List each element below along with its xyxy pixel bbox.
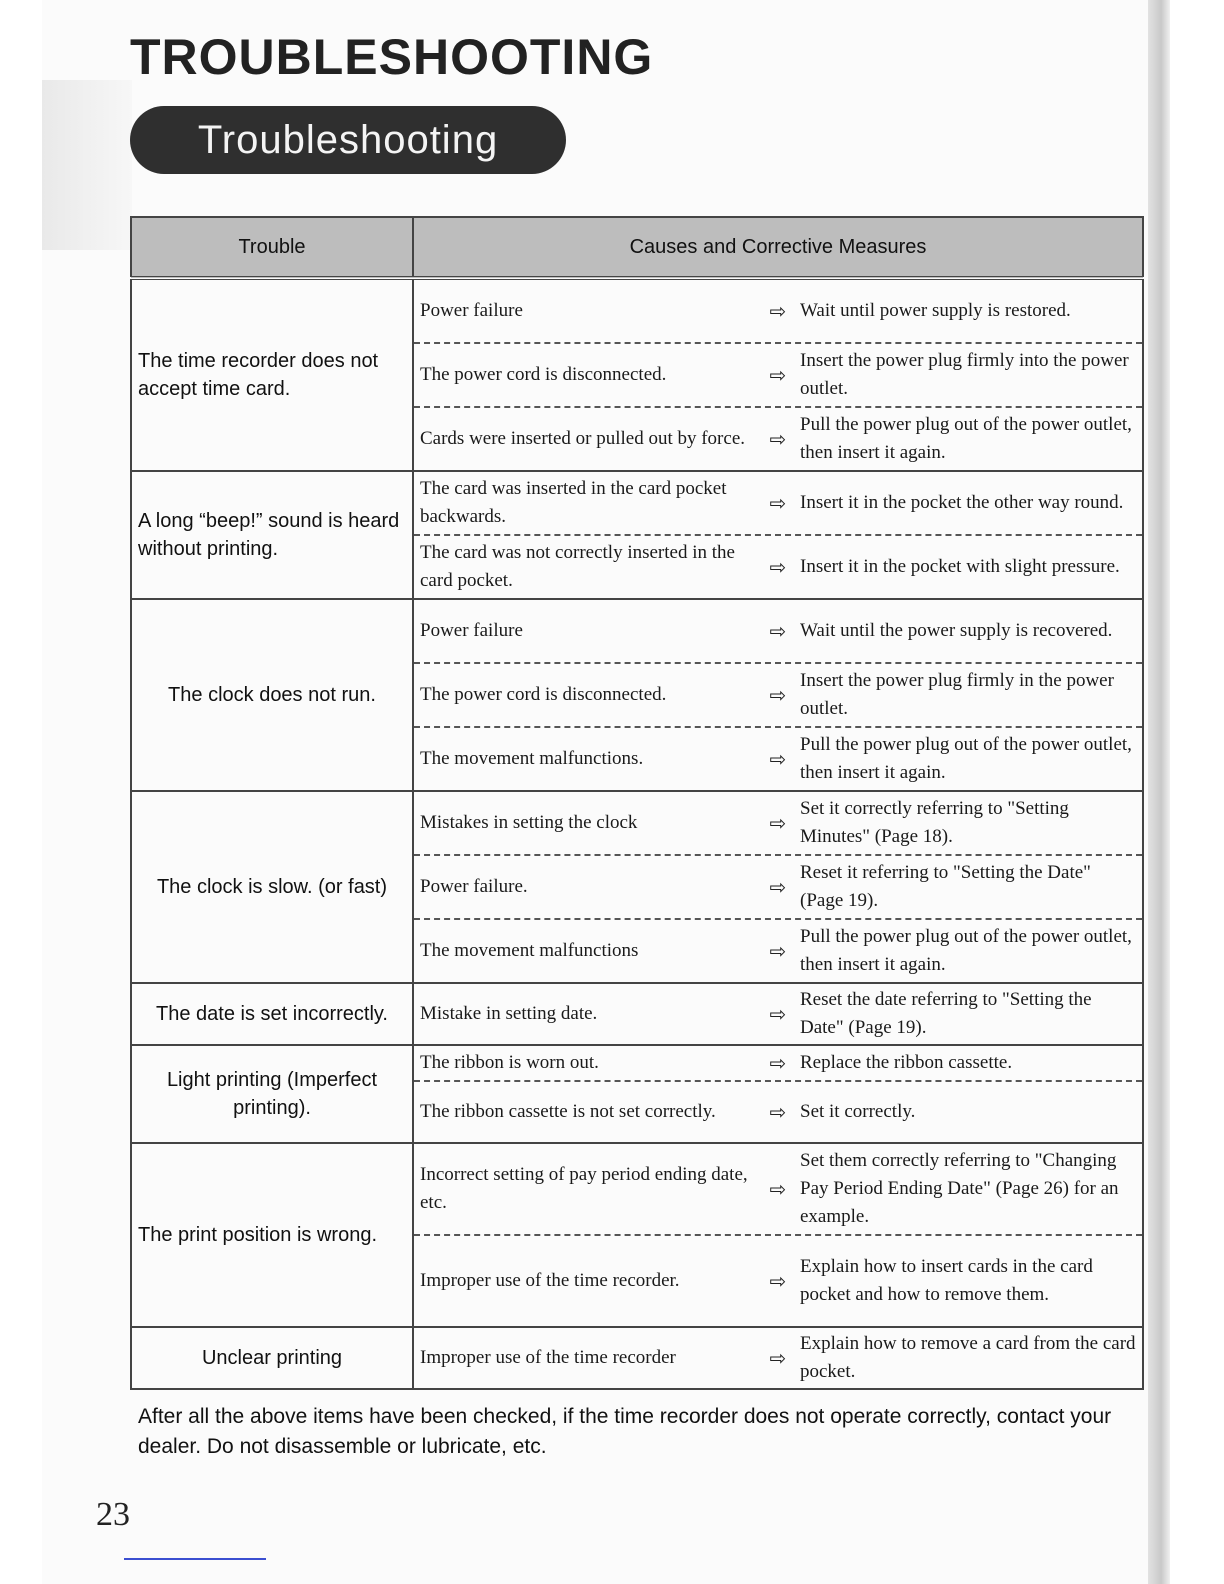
scan-shadow (42, 80, 132, 250)
cause-text: The power cord is disconnected. (420, 364, 667, 385)
trouble-cell: A long “beep!” sound is heard without printing. (131, 471, 413, 599)
cause-text: Improper use of the time recorder (420, 1347, 676, 1368)
arrow-icon: ⇨ (769, 555, 787, 579)
cause-measure-row (414, 918, 1142, 982)
measure-text: Explain how to remove a card from the card pocket. (800, 1333, 1136, 1382)
measure-text: Set it correctly referring to "Setting Minutes" (Page 18). (800, 798, 1069, 847)
troubleshooting-table (130, 216, 1144, 1390)
arrow-icon: ⇨ (769, 363, 787, 387)
cause-text: Mistake in setting date. (420, 1003, 598, 1024)
cause-text: The movement malfunctions. (420, 748, 644, 769)
trouble-cell: The clock is slow. (or fast) (131, 791, 413, 983)
cause-measure-row (414, 600, 1142, 662)
arrow-icon: ⇨ (769, 491, 787, 515)
cause-measure-row (414, 1234, 1142, 1326)
causes-cell (413, 983, 1143, 1045)
causes-cell (413, 1045, 1143, 1143)
page-number: 23 (96, 1496, 130, 1533)
cause-text: The card was inserted in the card pocket backwards. (420, 478, 727, 527)
cause-text: Cards were inserted or pulled out by force. (420, 428, 746, 449)
arrow-icon: ⇨ (769, 1269, 787, 1293)
arrow-icon: ⇨ (769, 1177, 787, 1201)
arrow-icon: ⇨ (769, 299, 787, 323)
table-row (131, 1143, 1143, 1327)
cause-text: Power failure. (420, 876, 528, 897)
trouble-cell: The time recorder does not accept time card. (131, 278, 413, 471)
section-heading: Troubleshooting (130, 106, 566, 174)
cause-text: Incorrect setting of pay period ending date, etc. (420, 1164, 748, 1213)
causes-cell (413, 1327, 1143, 1389)
cause-measure-row (414, 472, 1142, 534)
cause-measure-row (414, 534, 1142, 598)
table-row (131, 599, 1143, 791)
cause-text: Power failure (420, 620, 523, 641)
measure-text: Reset it referring to "Setting the Date" (Page 19). (800, 862, 1091, 911)
cause-text: The movement malfunctions (420, 940, 639, 961)
measure-text: Wait until the power supply is recovered. (800, 620, 1113, 641)
page-title: TROUBLESHOOTING (130, 29, 654, 85)
cause-measure-row (414, 342, 1142, 406)
cause-measure-row (414, 662, 1142, 726)
arrow-icon: ⇨ (769, 747, 787, 771)
cause-measure-row (414, 280, 1142, 342)
arrow-icon: ⇨ (769, 811, 787, 835)
measure-text: Pull the power plug out of the power outlet, then insert it again. (800, 414, 1132, 463)
trouble-cell: Light printing (Imperfect printing). (131, 1045, 413, 1143)
cause-text: Mistakes in setting the clock (420, 812, 638, 833)
cause-measure-row (414, 854, 1142, 918)
table-row (131, 471, 1143, 599)
arrow-icon: ⇨ (769, 427, 787, 451)
arrow-icon: ⇨ (769, 1100, 787, 1124)
causes-cell (413, 1143, 1143, 1327)
measure-text: Reset the date referring to "Setting the Date" (Page 19). (800, 989, 1092, 1038)
cause-text: The ribbon cassette is not set correctly. (420, 1101, 716, 1122)
trouble-cell: Unclear printing (131, 1327, 413, 1389)
table-row (131, 1327, 1143, 1389)
measure-text: Explain how to insert cards in the card pocket and how to remove them. (800, 1256, 1093, 1305)
cause-text: Improper use of the time recorder. (420, 1270, 680, 1291)
measure-text: Insert it in the pocket the other way round. (800, 492, 1124, 513)
causes-cell (413, 599, 1143, 791)
arrow-icon: ⇨ (769, 1346, 787, 1370)
measure-text: Replace the ribbon cassette. (800, 1052, 1013, 1073)
causes-cell (413, 471, 1143, 599)
cause-measure-row (414, 406, 1142, 470)
table-header-row (131, 217, 1143, 278)
causes-cell (413, 791, 1143, 983)
cause-measure-row (414, 1144, 1142, 1234)
cause-text: The ribbon is worn out. (420, 1052, 599, 1073)
cause-text: Power failure (420, 300, 523, 321)
cause-measure-row (414, 984, 1142, 1044)
header-causes: Causes and Corrective Measures (413, 217, 1143, 278)
arrow-icon: ⇨ (769, 1002, 787, 1026)
cause-measure-row (414, 1328, 1142, 1388)
table-row (131, 791, 1143, 983)
header-trouble: Trouble (131, 217, 413, 278)
measure-text: Insert the power plug firmly into the power outlet. (800, 350, 1129, 399)
measure-text: Wait until power supply is restored. (800, 300, 1071, 321)
table-row (131, 278, 1143, 471)
trouble-cell: The print position is wrong. (131, 1143, 413, 1327)
arrow-icon: ⇨ (769, 939, 787, 963)
page-edge (1148, 0, 1170, 1584)
measure-text: Set them correctly referring to "Changing Pay Period Ending Date" (Page 26) for an example. (800, 1150, 1119, 1227)
cause-text: The power cord is disconnected. (420, 684, 667, 705)
arrow-icon: ⇨ (769, 619, 787, 643)
arrow-icon: ⇨ (769, 683, 787, 707)
trouble-cell: The date is set incorrectly. (131, 983, 413, 1045)
arrow-icon: ⇨ (769, 875, 787, 899)
measure-text: Insert the power plug firmly in the power outlet. (800, 670, 1114, 719)
footer-note: After all the above items have been checked, if the time recorder does not operate correctly, contact your dealer. Do not disassemble or lubricate, etc. (138, 1405, 1112, 1458)
table-row (131, 983, 1143, 1045)
arrow-icon: ⇨ (769, 1051, 787, 1075)
causes-cell (413, 278, 1143, 471)
cause-measure-row (414, 1080, 1142, 1142)
bottom-underline (124, 1558, 266, 1560)
measure-text: Set it correctly. (800, 1101, 916, 1122)
cause-measure-row (414, 1046, 1142, 1080)
cause-measure-row (414, 792, 1142, 854)
cause-text: The card was not correctly inserted in the card pocket. (420, 542, 735, 591)
measure-text: Pull the power plug out of the power outlet, then insert it again. (800, 926, 1132, 975)
cause-measure-row (414, 726, 1142, 790)
measure-text: Pull the power plug out of the power outlet, then insert it again. (800, 734, 1132, 783)
trouble-cell: The clock does not run. (131, 599, 413, 791)
measure-text: Insert it in the pocket with slight pressure. (800, 556, 1120, 577)
table-row (131, 1045, 1143, 1143)
